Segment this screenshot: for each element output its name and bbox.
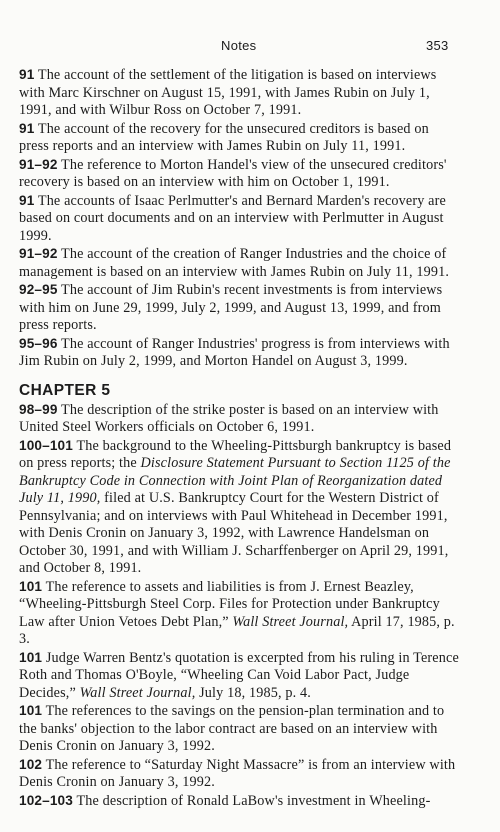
note-page-ref: 101 xyxy=(19,703,43,718)
note-item xyxy=(19,335,459,371)
note-item xyxy=(19,245,459,281)
notes-body xyxy=(19,66,459,810)
note-page-ref: 101 xyxy=(19,578,43,594)
note-text: filed at U.S. Bankruptcy Court for the Western District of Pennsylvania; and on interviews with Paul Whitehead in December 1991, with Denis Cronin on January 3, 1992, with Lawrence Handelsman on October 30, 1991, and with William J. Scharffenberger on April 29, 1991, and October 8, 1991. xyxy=(19,490,449,576)
note-citation-title: Disclosure Statement Pursuant to Section 1125 of the Bankruptcy Code in Connection with Joint Plan of Reorganization dated July 11, 1990, xyxy=(19,455,451,506)
note-page-ref: 100–101 xyxy=(19,437,73,453)
note-text: The reference to Morton Handel's view of the unsecured creditors' recovery is based on an interview with him on October 1, 1991. xyxy=(19,156,447,190)
page-number: 353 xyxy=(426,38,449,53)
note-page-ref: 101 xyxy=(19,649,43,665)
note-text: The references to the savings on the pension-plan termination and to the banks' objection to the labor contract are based on an interview with Denis Cronin on January 3, 1992. xyxy=(19,703,445,754)
note-item xyxy=(19,792,459,811)
note-page-ref: 102 xyxy=(19,756,43,772)
note-item xyxy=(19,756,459,792)
note-text: The description of the strike poster is based on an interview with United Steel Workers officials on October 6, 1991. xyxy=(19,401,439,435)
note-citation-title: Wall Street Journal, xyxy=(79,684,196,701)
note-page-ref: 91–92 xyxy=(19,246,58,261)
note-item xyxy=(19,649,459,703)
note-text: The account of the recovery for the unsecured creditors is based on press reports and an interview with James Rubin on July 11, 1991. xyxy=(19,120,429,154)
note-page-ref: 92–95 xyxy=(19,282,58,297)
note-item xyxy=(19,281,459,335)
note-item xyxy=(19,401,459,437)
note-item xyxy=(19,437,459,578)
note-text: The account of Jim Rubin's recent investments is from interviews with him on June 29, 1999, July 2, 1999, and August 13, 1999, and from press reports. xyxy=(19,282,443,333)
note-item xyxy=(19,156,459,192)
note-page-ref: 91 xyxy=(19,120,35,136)
note-text: The background to the Wheeling-Pittsburgh bankruptcy is based on press reports; the xyxy=(19,437,452,471)
note-page-ref: 102–103 xyxy=(19,792,73,808)
note-item xyxy=(19,578,459,649)
note-text: Judge Warren Bentz's quotation is excerpted from his ruling in Terence Roth and Thomas O'Boyle, “Wheeling Can Void Labor Pact, Judge Decides,” xyxy=(19,649,459,701)
chapter-heading: CHAPTER 5 xyxy=(19,381,111,399)
note-text: The account of the creation of Ranger Industries and the choice of management is based on an interview with James Rubin on July 11, 1991. xyxy=(19,246,450,280)
note-text: The reference to “Saturday Night Massacre” is from an interview with Denis Cronin on January 3, 1992. xyxy=(19,756,456,790)
note-item xyxy=(19,66,459,120)
running-title: Notes xyxy=(221,38,257,53)
note-page-ref: 95–96 xyxy=(19,335,58,351)
note-text: The account of the settlement of the litigation is based on interviews with Marc Kirschner on August 15, 1991, with James Rubin on July 1, 1991, and with Wilbur Ross on October 7, 1991. xyxy=(19,67,437,118)
note-text: The account of Ranger Industries' progress is from interviews with Jim Rubin on July 2, 1999, and Morton Handel on August 3, 1999. xyxy=(19,335,450,369)
note-text: The accounts of Isaac Perlmutter's and Bernard Marden's recovery are based on court documents and on an interview with Perlmutter in August 1999. xyxy=(19,192,446,244)
note-text: The description of Ronald LaBow's investment in Wheeling- xyxy=(76,792,431,809)
note-text: July 18, 1985, p. 4. xyxy=(195,684,311,701)
note-page-ref: 91–92 xyxy=(19,156,58,172)
note-page-ref: 91 xyxy=(19,67,35,82)
note-citation-title: Wall Street Journal, xyxy=(232,613,349,630)
note-page-ref: 98–99 xyxy=(19,401,58,417)
note-text: April 17, 1985, p. 3. xyxy=(19,613,455,647)
running-head xyxy=(0,38,500,58)
note-item xyxy=(19,702,459,756)
note-item xyxy=(19,192,459,246)
note-item xyxy=(19,120,459,156)
note-page-ref: 91 xyxy=(19,192,35,208)
note-text: The reference to assets and liabilities is from J. Ernest Beazley, “Wheeling-Pittsburgh Steel Corp. Files for Protection under Bankruptcy Law after Union Vetoes Debt Plan,” xyxy=(19,578,440,630)
